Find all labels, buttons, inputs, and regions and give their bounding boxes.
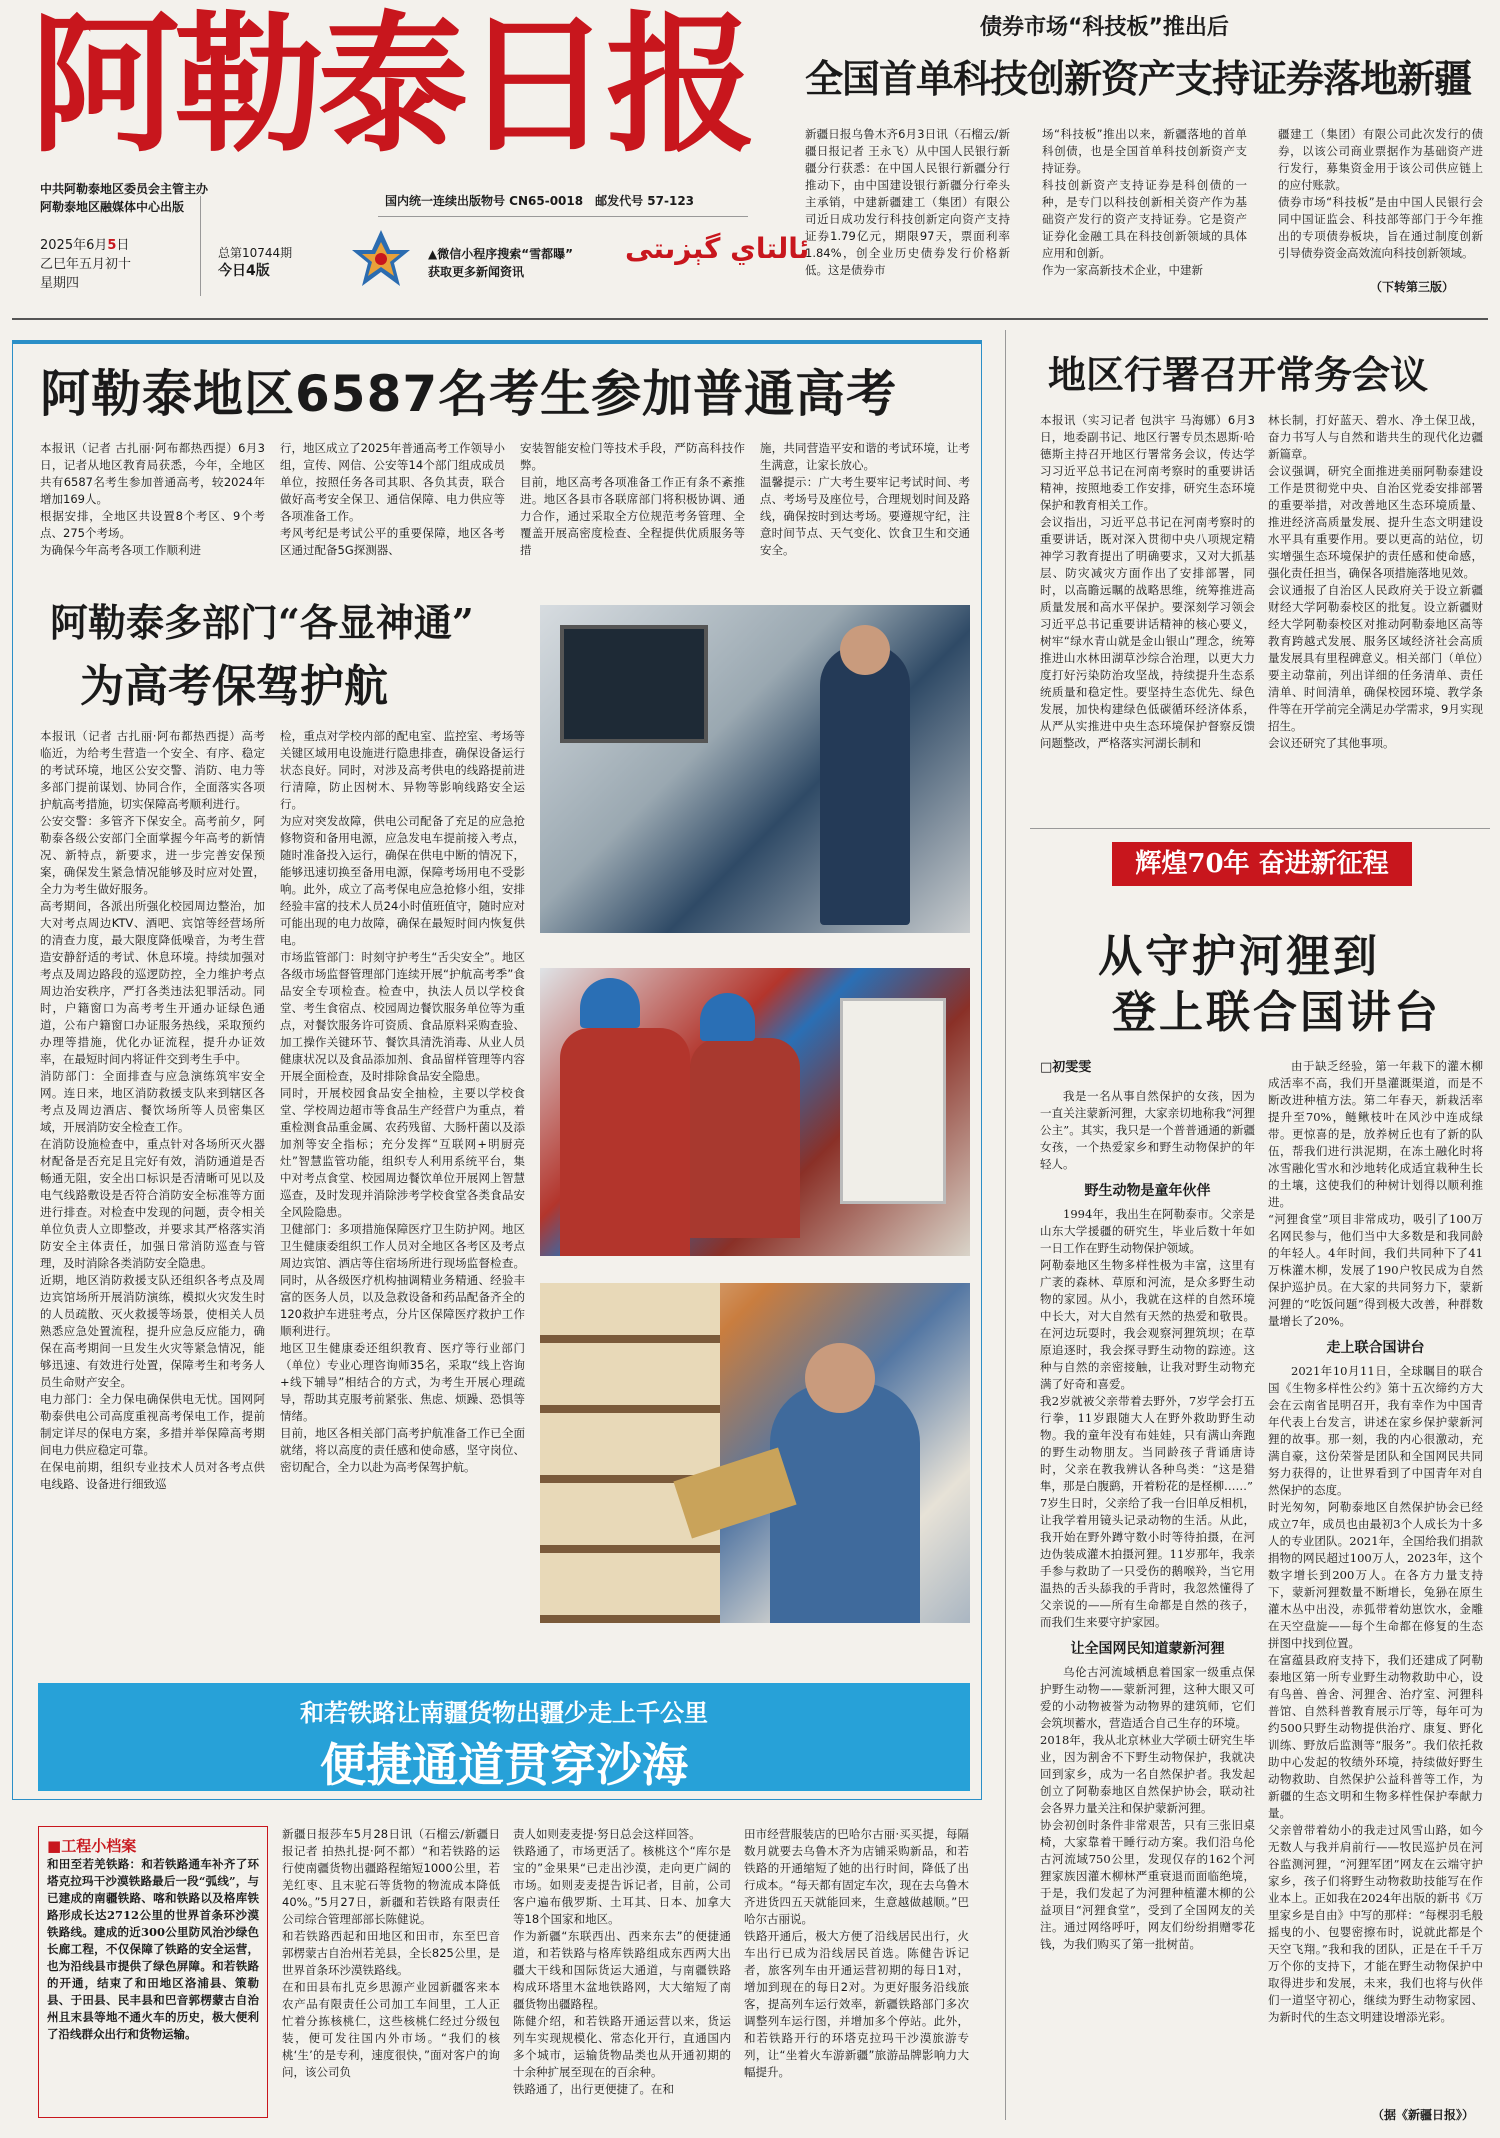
sponsor-line-1: 中共阿勒泰地区委员会主管主办	[40, 182, 209, 196]
beaver-childhood-text: 1994年，我出生在阿勒泰市。父亲是山东大学援疆的研究生，毕业后数十年如一日工作在野生动物保护领域。 阿勒泰地区生物多样性极为丰富，这里有广袤的森林、草原和河流，是众多野生动物的家园。从小，我就在这样的自然环境中长大，对大自然有天然的热爱和敬畏。在河边玩耍时，我会观察河狸筑坝；在草原追逐时，我会探寻野生动物的踪迹。这种与自然的亲密接触，让我对野生动物充满了好奇和喜爱。 我2岁就被父亲带着去野外，7岁学会打五行拳，11岁跟随大人在野外救助野生动物。我的童年没有布娃娃，只有满山奔跑的野生动物朋友。当同龄孩子背诵唐诗时，父亲在教我辨认各种鸟类：“这是猎隼，那是白腹鹞，开着粉花的是柽柳……” 7岁生日时，父亲给了我一台旧单反相机，让我学着用镜头记录动物的生活。从此，我开始在野外蹲守数小时等待拍摄，在河边伪装成灌木拍摄河狸。11岁那年，我亲手参与救助了一只受伤的鹅喉羚，当它用温热的舌头舔我的手背时，我忽然懂得了父亲说的——所有生命都是自然的孩子，而我们生来要守护家园。	[1040, 1207, 1255, 1629]
beaver-intro: 我是一名从事自然保护的女孩，因为一直关注蒙新河狸，大家亲切地称我“河狸公主”。其实，我只是一个普普通通的新疆女孩，一个热爱家乡和野生动物保护的年轻人。	[1040, 1089, 1255, 1171]
rail-headline: 便捷通道贯穿沙海	[320, 1738, 688, 1792]
beaver-col-1	[1040, 1088, 1255, 2118]
divider	[1005, 330, 1006, 2120]
wechat-promo	[428, 245, 573, 281]
media-logo-icon	[350, 228, 412, 290]
byline: □初雯雯	[1040, 1060, 1092, 1075]
divider	[12, 318, 1488, 320]
project-fact-box	[38, 1826, 268, 2118]
top-story-col-1: 新疆日报乌鲁木齐6月3日讯（石榴云/新疆日报记者 王永飞）从中国人民银行新疆分行获悉：在中国人民银行新疆分行推动下，由中国建设银行新疆分行牵头主承销，中建新疆建工（集团）有限公司近日成功发行科技创新定向资产支持证券1.79亿元，期限97天，票面利率1.84%，创全业历史债券发行价格新低。这是债券市	[805, 127, 1010, 277]
lunar-date: 乙巳年五月初十	[40, 257, 132, 272]
date-day: 5	[107, 238, 117, 253]
continued-note: （下转第三版）	[1370, 280, 1455, 294]
beaver-foodhall-text: 由于缺乏经验，第一年栽下的灌木柳成活率不高，我们开垦灌溉渠道，而是不断改进种植方法。第二年春天，新栽活率提升至70%，鲢鳅枝叶在风沙中连成绿带。更惊喜的是，放养树丘也有了新的队伍，帮我们进行洪泥期，在冻土融化时将冰雪融化雪水和沙地转化成适宜栽种生长的土壤，这使我们的种树计划得以顺利推进。 “河狸食堂”项目非常成功，吸引了100万名网民参与，他们当中大多数是和我同龄的年轻人。4年时间，我们共同种下了41万株灌木柳，发展了190户牧民成为自然保护巡护员。在大家的共同努力下，蒙新河狸的“吃饭问题”得到极大改善，种群数量增长了20%。	[1268, 1059, 1483, 1328]
fact-box-title: ■工程小档案	[47, 1837, 137, 1855]
uyghur-title: ئالتاي گېزىتى	[625, 232, 810, 265]
sponsor-line-2: 阿勒泰地区融媒体中心出版	[40, 200, 185, 214]
exam-col-3: 安装智能安检门等技术手段，严防高科技作弊。 目前，地区高考各项准备工作正有条不紊推进。地区各县市各联席部门将积极协调、通力合作，通过采取全方位规范考务管理、全覆盖开展高密度检查、全程提供优质服务等措	[520, 441, 745, 557]
multi-dept-col-2: 检，重点对学校内部的配电室、监控室、考场等关键区域用电设施进行隐患排查，确保设备运行状态良好。同时，对涉及高考供电的线路提前进行清障，防止因树木、异物等影响线路安全运行。 为应对突发故障，供电公司配备了充足的应急抢修物资和备用电源，应急发电车提前接入考点，随时准备投入运行，确保在供电中断的情况下，能够迅速切换至备用电源，保障考场用电不受影响。此外，成立了高考保电应急抢修小组，安排经验丰富的技术人员24小时值班值守，随时应对可能出现的电力故障，确保在最短时间内恢复供电。 市场监管部门：时刻守护考生“舌尖安全”。地区各级市场监督管理部门连续开展“护航高考季”食品安全专项检查。检查中，执法人员以学校食堂、考生食宿点、校园周边餐饮服务单位等为重点，对餐饮服务许可资质、食品原料采购查验、加工操作关键环节、餐饮具清洗消毒、从业人员健康状况以及食品添加剂、食品留样管理等内容开展全面检查，及时排除食品安全隐患。 同时，开展校园食品安全抽检，主要以学校食堂、学校周边超市等食品生产经营户为重点，着重检测食品重金属、农药残留、大肠杆菌以及添加剂等安全指标；充分发挥“互联网+明厨亮灶”智慧监管功能，组织专人利用系统平台，集中对考点食堂、校园周边餐饮单位开展网上智慧巡查，及时发现并消除涉考学校食堂各类食品安全风险隐患。 卫健部门：多项措施保障医疗卫生防护网。地区卫生健康委组织工作人员对全地区各考区及考点周边宾馆、酒店等住宿场所进行现场监督检查。同时，从各级医疗机构抽调精业务精通、经验丰富的医务人员，以及急救设备和药品配备齐全的120救护车进驻考点，分片区保障医疗救护工作顺利进行。 地区卫生健康委还组织教育、医疗等行业部门（单位）专业心理咨询师35名，采取“线上咨询+线下辅导”相结合的方式，为考生开展心理疏导，帮助其克服考前紧张、焦虑、烦躁、恐惧等情绪。 目前，地区各相关部门高考护航准备工作已全面就绪，将以高度的责任感和使命感，坚守岗位、密切配合，全力以赴为高考保驾护航。	[280, 729, 525, 1474]
top-story-col-3: 疆建工（集团）有限公司此次发行的债券，以该公司商业票据作为基础资产进行发行，募集资金用于该公司供应链上的应付账款。 债券市场“科技板”是由中国人民银行会同中国证监会、科技部等部门于今年推出的专项债券板块，旨在通过制度创新引导债券资金高效流向科技创新领域。	[1278, 127, 1483, 260]
exam-col-4: 施，共同营造平安和谐的考试环境，让考生满意，让家长放心。 温馨提示：广大考生要牢记考试时间、考点、考场号及座位号，合理规划时间及路线，确保按时到达考场。要遵规守纪，注意时间节点、天气变化、饮食卫生和交通安全。	[760, 441, 970, 557]
date-day-suffix: 日	[116, 238, 130, 253]
issue-block	[218, 244, 328, 280]
beaver-col-2	[1268, 1058, 1483, 2103]
wechat-line-2: 获取更多新闻资讯	[428, 265, 525, 279]
wechat-line-1: ▲微信小程序搜索“雪都曝”	[428, 247, 574, 261]
multi-dept-headline-2: 为高考保驾护航	[80, 661, 388, 712]
fact-box-text: 和田至若羌铁路：和若铁路通车补齐了环塔克拉玛干沙漠铁路最后一段“弧线”，与已建成的南疆铁路、喀和铁路以及格库铁路形成长达2712公里的世界首条环沙漠铁路线。建成的近300公里防风治沙绿色长廊工程，不仅保障了铁路的安全运营，也为沿线县市提供了绿色屏障。和若铁路的开通，结束了和田地区洛浦县、策勒县、于田县、民丰县和巴音郭楞蒙古自治州且末县等地不通火车的历史，极大便利了沿线群众出行和货物运输。	[47, 1857, 259, 2041]
rail-col-2: 责人如则麦麦提·努日总会这样回答。 铁路通了，市场更活了。核桃这个“库尔是宝的”金果果“已走出沙漠，走向更广阔的市场。如则麦麦提告诉记者，目前，公司客户遍布俄罗斯、土耳其、日本、加拿大等18个国家和地区。 作为新疆“东联西出、西来东去”的便捷通道，和若铁路与格库铁路组成东西两大出疆大干线和国际货运大通道，与南疆铁路构成环塔里木盆地铁路网，大大缩短了南疆货物出疆路程。 陈健介绍，和若铁路开通运营以来，货运列车实现规模化、常态化开行，直通国内多个城市，运输货物品类也从开通初期的十余种扩展至现在的百余种。 铁路通了，出行更便捷了。在和	[513, 1827, 731, 2096]
rail-banner	[38, 1683, 970, 1791]
beaver-un-text: 2021年10月11日，全球瞩目的联合国《生物多样性公约》第十五次缔约方大会在云南省昆明召开，我有幸作为中国青年代表上台发言，讲述在家乡保护蒙新河狸的故事。那一刻，我的内心很激动，充满自豪，这份荣誉是团队和全国网民共同努力获得的，让世界看到了中国青年对自然保护的态度。 时光匆匆，阿勒泰地区自然保护协会已经成立7年，成员也由最初3个人成长为十多人的专业团队。2021年，全国给我们捐款捐物的网民超过100万人，2023年，这个数字增长到200万人。在各方力量支持下，蒙新河狸数量不断增长，兔狲在原生灌木丛中出没，赤狐带着幼崽饮水，金雕在天空盘旋——每个生命都在修复的生态拼图中找到位置。 在富蕴县政府支持下，我们还建成了阿勒泰地区第一所专业野生动物救助中心，设有鸟兽、兽舍、河狸舍、治疗室、河狸科普馆、自然科普教育展示厅等，每年可为约500只野生动物提供治疗、康复、野化训练、野放后监测等“服务”。我们依托救助中心发起的牧绩外环境，持续做好野生动物救助、自然保护公益科普等工作，为新疆的生态文明和生物多样性保护奉献力量。 父亲曾带着幼小的我走过风雪山路，如今无数人与我并肩前行——牧民巡护员在河谷监测河狸，“河狸军团”网友在云端守护家乡，孩子们将野生动物救助技能写在作业本上。正如我在2024年出版的新书《万里家乡是自由》中写的那样：“每棵羽毛般摇曳的小、包婴密擦布时，说就此都是个天空飞翔。”我和我的团队，正是在千千万万个你的支持下，才能在野生动物保护中取得进步和发展，未来，我们也将与伙伴们一道坚守初心，继续为野生动物家园、为新时代的生态文明建设增添光彩。	[1268, 1364, 1483, 2024]
exam-col-2: 行，地区成立了2025年普通高考工作领导小组，宣传、网信、公安等14个部门组成成员单位，按照任务各司其职、各负其责，联合做好高考安全保卫、通信保障、电力供应等各项准备工作。 考风考纪是考试公平的重要保障，地区各考区通过配备5G探测器、	[280, 441, 505, 557]
beaver-source: （据《新疆日报》）	[1372, 2108, 1475, 2122]
divider	[378, 216, 748, 217]
beaver-headline-1: 从守护河狸到	[1098, 931, 1380, 982]
beaver-headline-2: 登上联合国讲台	[1112, 987, 1441, 1038]
meeting-col-2: 林长制，打好蓝天、碧水、净土保卫战，奋力书写人与自然和谐共生的现代化边疆新篇章。 会议强调，研究全面推进美丽阿勒泰建设工作是贯彻党中央、自治区党委安排部署的重要举措，对改善地区生态环境质量、推进经济高质量发展、提升生态文明建设水平具有重要作用。要以更高的站位，切实增强生态环境保护的责任感和使命感，强化责任担当，确保各项措施落地见效。 会议通报了自治区人民政府关于设立新疆财经大学阿勒泰校区的批复。设立新疆财经大学阿勒泰校区对推动阿勒泰地区高等教育跨越式发展、服务区域经济社会高质量发展具有里程碑意义。相关部门（单位）要主动靠前，列出详细的任务清单、责任清单、时间清单，确保校园环境、教学条件等在开学前完全满足办学需求，9月实现招生。 会议还研究了其他事项。	[1268, 413, 1483, 750]
rail-kicker: 和若铁路让南疆货物出疆少走上千公里	[300, 1698, 708, 1727]
publication-number: 国内统一连续出版物号 CN65-0018 邮发代号 57-123	[385, 194, 695, 208]
fact-box-title-text: 工程小档案	[61, 1837, 137, 1855]
multi-dept-col-1: 本报讯（记者 古扎丽·阿布都热西提）高考临近，为给考生营造一个安全、有序、稳定的考试环境，地区公安交警、消防、电力等多部门提前谋划、协同合作，全面落实各项护航高考措施，切实保障高考顺利进行。 公安交警：多管齐下保安全。高考前夕，阿勒泰各级公安部门全面掌握今年高考的新情况、新特点，新要求，进一步完善安保预案，确保发生紧急情况能够及时应对处置，全力为考生做好服务。 高考期间，各派出所强化校园周边整治，加大对考点周边KTV、酒吧、宾馆等经营场所的清查力度，最大限度降低噪音，为考生营造安静舒适的考试、休息环境。持续加强对考点及周边路段的巡逻防控，全力维护考点周边治安秩序，严打各类违法犯罪活动。同时，户籍窗口为高考考生开通办证绿色通道，公布户籍窗口办证服务热线，采取预约办理等措施，优化办证流程，提升办证效率，在最短时间内将证件交到考生手中。 消防部门：全面排查与应急演练筑牢安全网。连日来，地区消防救援支队来到辖区各考点及周边酒店、餐饮场所等人员密集区域，开展消防安全检查工作。 在消防设施检查中，重点针对各场所灭火器材配备是否充足且完好有效，消防通道是否畅通无阻，安全出口标识是否清晰可见以及电气线路敷设是否符合消防安全标准等方面进行排查。对检查中发现的问题，责令相关单位负责人立即整改，并要求其严格落实消防安全主体责任，加强日常消防巡查与管理，及时消除各类消防安全隐患。 近期，地区消防救援支队还组织各考点及周边宾馆场所开展消防演练，模拟火灾发生时的人员疏散、灭火救援等场景，使相关人员熟悉应急处置流程，提升应急反应能力，确保在高考期间一旦发生火灾等紧急情况，能够迅速、有效进行处置，保障考生和考务人员生命财产安全。 电力部门：全力保电确保供电无忧。国网阿勒泰供电公司高度重视高考保电工作，提前制定详尽的保电方案，多措并举保障高考期间电力供应稳定可靠。 在保电前期，组织专业技术人员对各考点供电线路、设备进行细致巡	[40, 729, 265, 1491]
newspaper-title: 阿勒泰日报	[30, 0, 751, 173]
top-story-col-2: 场“科技板”推出以来，新疆落地的首单科创债，也是全国首单科技创新资产支持证券。 科技创新资产支持证券是科创债的一种，是专门以科技创新相关资产作为基础资产发行的资产支持证券。它是资产证券化金融工具在科技创新领域的具体应用和创新。 作为一家高新技术企业，中建新	[1042, 127, 1247, 277]
exam-col-1: 本报讯（记者 古扎丽·阿布都热西提）6月3日，记者从地区教育局获悉，今年，全地区共有6587名考生参加普通高考，较2024年增加169人。 根据安排，全地区共设置8个考区、9个考点、275个考场。 为确保今年高考各项工作顺利进	[40, 441, 265, 557]
publisher-info	[40, 180, 290, 216]
top-story-kicker: 债券市场“科技板”推出后	[980, 15, 1229, 40]
multi-dept-headline-1: 阿勒泰多部门“各显神通”	[50, 600, 474, 645]
page-count: 今日4版	[218, 263, 270, 279]
subhead-netizens: 让全国网民知道蒙新河狸	[1070, 1641, 1225, 1657]
issue-number: 总第10744期	[218, 246, 293, 260]
weekday: 星期四	[40, 276, 80, 291]
rail-col-3: 田市经营服装店的巴哈尔古丽·买买提，每隔数月就要去乌鲁木齐为店铺采购新品，和若铁路的开通缩短了她的出行时间，降低了出行成本。“每天都有固定车次，现在去乌鲁木齐进货四五天就能回来，生意越做越顺。”巴哈尔古丽说。 铁路开通后，极大方便了沿线居民出行，火车出行已成为沿线居民首选。陈健告诉记者，旅客列车由开通运营初期的每日1对，增加到现在的每日2对。为更好服务沿线旅客，提高列车运行效率，新疆铁路部门多次调整列车运行图，并增加多个停站。此外，和若铁路开行的环塔克拉玛干沙漠旅游专列，让“坐着火车游新疆”旅游品牌影响力大幅提升。	[744, 1827, 969, 2079]
beaver-netizens-text: 乌伦古河流域栖息着国家一级重点保护野生动物——蒙新河狸，这种大眼又可爱的小动物被誉为动物界的建筑师，它们会筑坝蓄水，营造适合自己生存的环境。 2018年，我从北京林业大学硕士研究生毕业，因为割舍不下野生动物保护，我就决回到家乡，成为一名自然保护者。我发起创立了阿勒泰地区自然保护协会，联动社会各界力量关注和保护蒙新河狸。 协会初创时条件非常艰苦，只有三张旧桌椅，大家靠着干睡行动方案。我们沿乌伦古河流域750公里，发现仅存的162个河狸家族因灌木柳林严重衰退而面临绝境，于是，我们发起了为河狸种植灌木柳的公益项目“河狸食堂”，受到了全国网友的关注。通过网络呼吁，网友们纷纷捐赠零花钱，为我们购买了第一批树苗。	[1040, 1665, 1255, 1951]
divider	[200, 196, 201, 296]
divider	[1030, 828, 1490, 829]
market-inspection-photo	[540, 1283, 970, 1623]
exam-headline: 阿勒泰地区6587名考生参加普通高考	[40, 365, 898, 423]
police-photo	[540, 605, 970, 933]
date-month: 2025年6月	[40, 238, 108, 253]
rail-col-1: 新疆日报莎车5月28日讯（石榴云/新疆日报记者 拍热扎提·阿不都）“和若铁路的运行使南疆货物出疆路程缩短1000公里，若羌红枣、且末驼石等货物的物流成本降低40%。”5月27日，新疆和若铁路有限责任公司综合管理部部长陈健说。 和若铁路西起和田地区和田市，东至巴音郭楞蒙古自治州若羌县，全长825公里，是世界首条环沙漠铁路线。 在和田县布扎克乡思源产业园新疆客来本农产品有限责任公司加工车间里，工人正忙着分拣核桃仁，这些核桃仁经过分级包装，便可发往国内外市场。“我们的核桃‘生’的是专利，速度很快，”面对客户的询问，该公司负	[282, 1827, 500, 2079]
top-story-headline: 全国首单科技创新资产支持证券落地新疆	[805, 57, 1472, 101]
meeting-col-1: 本报讯（实习记者 包洪宇 马海娜）6月3日，地委副书记、地区行署专员杰恩斯·哈德斯主持召开地区行署常务会议，传达学习习近平总书记在河南考察时的重要讲话精神，按照地委工作安排，研究生态环境保护和教育相关工作。 会议指出，习近平总书记在河南考察时的重要讲话，既对深入贯彻中央八项规定精神学习教育提出了明确要求，又对大抓基层、防灾减灾方面作出了安排部署，同时，以高瞻远瞩的战略思维，统筹推进高质量发展和高水平保护。要深刻学习领会习近平总书记重要讲话精神的核心要义，树牢“绿水青山就是金山银山”理念，统筹推进山水林田湖草沙综合治理，以更大力度打好污染防治攻坚战，持续提升生态系统质量和稳定性。要坚持生态优先、绿色发展，加快构建绿色低碳循环经济体系，从严从实推进中央生态环境保护督察反馈问题整改，严格落实河湖长制和	[1040, 413, 1255, 750]
power-workers-photo	[540, 968, 970, 1256]
date-block	[40, 236, 180, 293]
subhead-childhood: 野生动物是童年伙伴	[1084, 1183, 1211, 1199]
anniversary-banner: 辉煌70年 奋进新征程	[1112, 842, 1412, 886]
subhead-un: 走上联合国讲台	[1326, 1340, 1425, 1356]
meeting-headline: 地区行署召开常务会议	[1048, 353, 1429, 397]
